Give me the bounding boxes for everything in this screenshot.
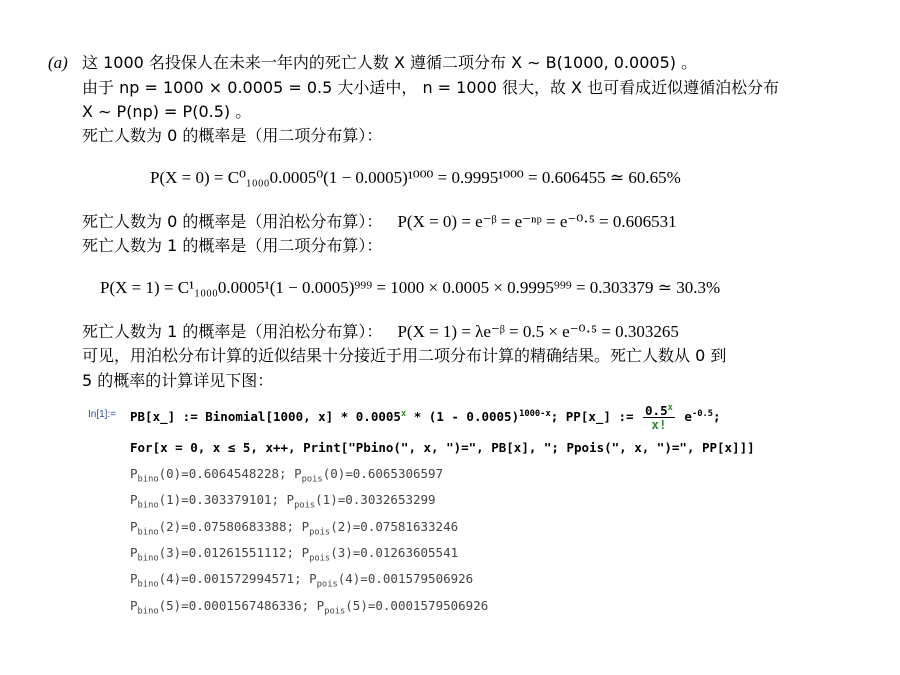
input-line-2[interactable]: For[x = 0, x ≤ 5, x++, Print["Pbino(", x, ")=", PB[x], "; Ppois(", x, ")=", PP[x]]] bbox=[130, 440, 755, 455]
paragraph-8: 可见，用泊松分布计算的近似结果十分接近于用二项分布计算的精确结果。死亡人数从 0 到 bbox=[82, 346, 727, 365]
paragraph-4: 死亡人数为 0 的概率是（用二项分布算）： bbox=[82, 126, 383, 145]
equation-binomial-1: P(X = 1) = C¹₁₀₀₀0.0005¹(1 − 0.0005)⁹⁹⁹ = 1000 × 0.0005 × 0.9995⁹⁹⁹ = 0.303379 ≃ 30.3% bbox=[100, 278, 721, 297]
input-cell-label: In[1]:= bbox=[88, 409, 117, 420]
equation-poisson-1: P(X = 1) = λe⁻ᵝ = 0.5 × e⁻⁰·⁵ = 0.303265 bbox=[397, 322, 679, 341]
paragraph-7-text: 死亡人数为 1 的概率是（用泊松分布算）： bbox=[82, 322, 383, 341]
input-line-1[interactable]: PB[x_] := Binomial[1000, x] * 0.0005$^x$ * (1 - 0.0005)$^{1000-x}$; PP[x_] := $\frac{0.5^x}{x!}$ $e^{-0.5}$; bbox=[130, 403, 721, 433]
equation-binomial-0: P(X = 0) = C⁰₁₀₀₀0.0005⁰(1 − 0.0005)¹⁰⁰⁰ = 0.9995¹⁰⁰⁰ = 0.606455 ≃ 60.65% bbox=[150, 168, 681, 187]
output-line: $P_{bino}(3)=0.01261551112$; $P_{pois}(3)=0.01263605541$ bbox=[130, 544, 459, 564]
output-line: $P_{bino}(4)=0.001572994571$; $P_{pois}(4)=0.001579506926$ bbox=[130, 571, 474, 590]
paragraph-5 bbox=[82, 212, 677, 232]
output-line: $P_{bino}(1)=0.303379101$; $P_{pois}(1)=0.3032653299$ bbox=[130, 492, 436, 511]
poisson-fraction: $\frac{0.5^x}{x!}$ bbox=[645, 403, 673, 433]
paragraph-5-text: 死亡人数为 0 的概率是（用泊松分布算）： bbox=[82, 212, 383, 231]
output-line: $P_{bino}(2)=0.07580683388$; $P_{pois}(2)=0.07581633246$ bbox=[130, 518, 459, 538]
paragraph-6: 死亡人数为 1 的概率是（用二项分布算）： bbox=[82, 236, 383, 255]
paragraph-7 bbox=[82, 322, 679, 342]
output-line: $P_{bino}(5)=0.0001567486336$; $P_{pois}(5)=0.0001579506926$ bbox=[130, 597, 489, 616]
paragraph-9: 5 的概率的计算详见下图： bbox=[82, 371, 274, 390]
paragraph-1: 这 1000 名投保人在未来一年内的死亡人数 X 遵循二项分布 X ∼ B(1000, 0.0005) 。 bbox=[82, 53, 698, 72]
paragraph-3: X ∼ P(np) = P(0.5) 。 bbox=[82, 102, 252, 121]
part-label: (a) bbox=[48, 53, 68, 72]
output-line: $P_{bino}(0)=0.6064548228$; $P_{pois}(0)=0.6065306597$ bbox=[130, 466, 444, 485]
equation-poisson-0: P(X = 0) = e⁻ᵝ = e⁻ⁿᵖ = e⁻⁰·⁵ = 0.606531 bbox=[397, 212, 677, 231]
paragraph-2: 由于 np = 1000 × 0.0005 = 0.5 大小适中， n = 1000 很大，故 X 也可看成近似遵循泊松分布 bbox=[82, 78, 780, 97]
